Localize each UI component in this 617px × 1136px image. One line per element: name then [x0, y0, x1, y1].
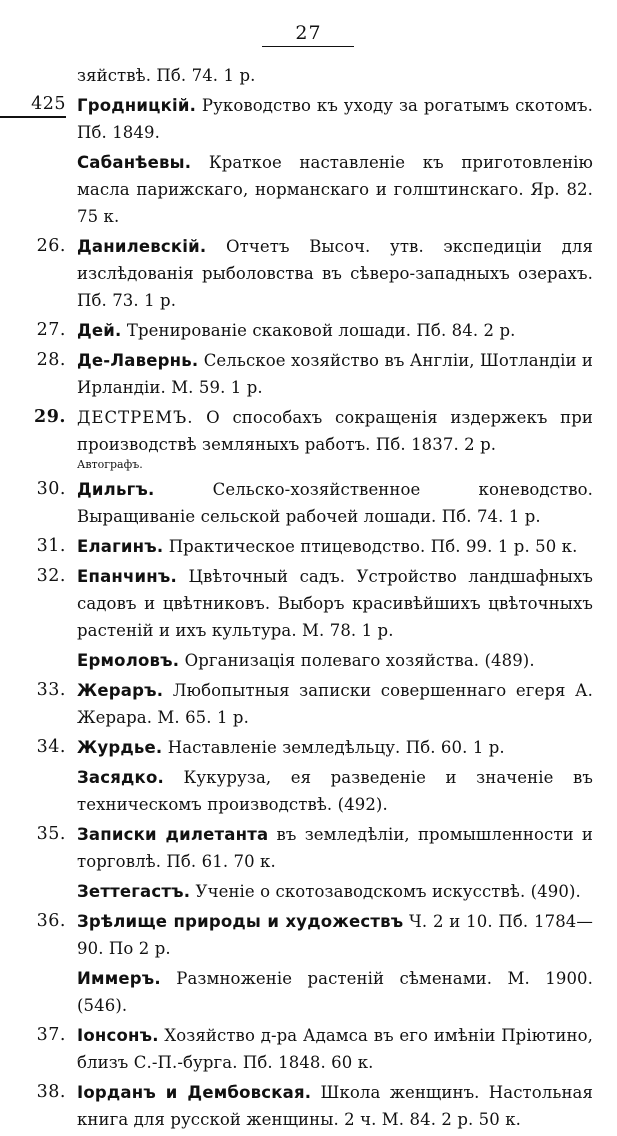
entry-author: Іонсонъ.	[77, 1026, 159, 1045]
entry-author: Гродницкій.	[77, 96, 197, 115]
entry-author: Сабанѣевы.	[77, 153, 192, 172]
entry-number: 31.	[36, 536, 66, 556]
entry-text: въ земледѣліи, промышленности и торговлѣ. Пб. 61. 70 к.	[77, 825, 594, 871]
entry-immer	[0, 965, 617, 1019]
entry-27	[0, 317, 617, 344]
entry-text: Школа женщинъ. Настольная книга для русской женщины. 2 ч. М. 84. 2 р. 50 к.	[77, 1083, 594, 1129]
entry-number: 28.	[36, 350, 66, 370]
entry-text: Сельское хозяйство въ Англіи, Шотландіи и Ирландіи. М. 59. 1 р.	[77, 351, 593, 397]
entry-38	[0, 1079, 617, 1133]
entry-text: Руководство къ уходу за рогатымъ скотомъ. Пб. 1849.	[77, 96, 593, 142]
entry-author: Елагинъ.	[77, 537, 164, 556]
entry-author: Засядко.	[77, 768, 164, 787]
entry-text: Цвѣточный садъ. Устройство ландшафныхъ садовъ и цвѣтниковъ. Выборъ красивѣйшихъ цвѣточныхъ растеній и ихъ культура. М. 78. 1 р.	[77, 567, 593, 640]
entry-text: О способахъ сокращенія издержекъ при производствѣ земляныхъ работъ. Пб. 1837. 2 р.	[77, 408, 593, 454]
entry-33	[0, 677, 617, 731]
entry-26	[0, 233, 617, 314]
entry-text: Кукуруза, ея разведеніе и значеніе въ техническомъ производствѣ. (492).	[77, 768, 593, 814]
entry-continuation	[0, 62, 617, 89]
catalog-entries	[0, 62, 617, 1136]
entry-number: 29.	[34, 407, 66, 427]
entry-number: 32.	[36, 566, 66, 586]
autograph-note: Автографъ.	[77, 458, 143, 471]
entry-text: Краткое наставленіе къ приготовленію масла парижскаго, норманскаго и голштинскаго. Яр. 82. 75 к.	[77, 153, 593, 226]
entry-author: Журдье.	[77, 738, 163, 757]
entry-author: Епанчинъ.	[77, 567, 177, 586]
entry-author: ДЕСТРЕМЪ.	[77, 408, 194, 427]
entry-31	[0, 533, 617, 560]
entry-number: 30.	[36, 479, 66, 499]
entry-number: 35.	[36, 824, 66, 844]
entry-30	[0, 476, 617, 530]
entry-36	[0, 908, 617, 962]
entry-author: Зеттегастъ.	[77, 882, 191, 901]
entry-text: Сельско-хозяйственное коневодство. Выращиваніе сельской рабочей лошади. Пб. 74. 1 р.	[77, 480, 593, 526]
entry-number: 425	[0, 92, 66, 118]
entry-37	[0, 1022, 617, 1076]
entry-number: 36.	[36, 911, 66, 931]
entry-35	[0, 821, 617, 875]
entry-text: Ч. 2 и 10. Пб. 1784—90. По 2 р.	[77, 912, 593, 958]
entry-author: Данилевскій.	[77, 237, 207, 256]
entry-author: Иммеръ.	[77, 969, 161, 988]
entry-34	[0, 734, 617, 761]
entry-text: Наставленіе земледѣльцу. Пб. 60. 1 р.	[162, 738, 505, 757]
entry-number: 33.	[36, 680, 66, 700]
entry-32	[0, 563, 617, 644]
entry-29	[0, 404, 617, 472]
entry-sabaneevy	[0, 149, 617, 230]
entry-text: Организація полеваго хозяйства. (489).	[179, 651, 535, 670]
entry-author: Де-Лавернь.	[77, 351, 199, 370]
entry-text: Ученіе о скотозаводскомъ искусствѣ. (490).	[190, 882, 581, 901]
entry-author: Дильгъ.	[77, 480, 155, 499]
header-rule	[262, 46, 354, 47]
entry-text: Практическое птицеводство. Пб. 99. 1 р. 50 к.	[163, 537, 578, 556]
entry-28	[0, 347, 617, 401]
entry-text: Тренированіе скаковой лошади. Пб. 84. 2 р.	[121, 321, 516, 340]
entry-number: 37.	[36, 1025, 66, 1045]
entry-author: Записки дилетанта	[77, 825, 269, 844]
entry-author: Жераръ.	[77, 681, 164, 700]
entry-author: Ермоловъ.	[77, 651, 180, 670]
entry-zasyadko	[0, 764, 617, 818]
page-number: 27	[295, 22, 322, 44]
entry-text: зяйствѣ. Пб. 74. 1 р.	[77, 66, 256, 85]
entry-zettegast	[0, 878, 617, 905]
entry-text: Хозяйство д-ра Адамса въ его имѣніи Пріютино, близъ С.-П.-бурга. Пб. 1848. 60 к.	[77, 1026, 593, 1072]
entry-text: Любопытныя записки совершеннаго егеря А. Жерара. М. 65. 1 р.	[77, 681, 593, 727]
entry-number: 27.	[36, 320, 66, 340]
entry-text: Отчетъ Высоч. утв. экспедиціи для изслѣдованія рыболовства въ сѣверо-западныхъ озерахъ. Пб. 73. 1 р.	[77, 237, 593, 310]
entry-author: Дей.	[77, 321, 122, 340]
entry-number: 26.	[36, 236, 66, 256]
entry-number: 38.	[36, 1082, 66, 1102]
entry-author: Іорданъ и Дембовская.	[77, 1083, 312, 1102]
entry-text: Размноженіе растеній сѣменами. М. 1900. (546).	[77, 969, 593, 1015]
entry-author: Зрѣлище природы и художествъ	[77, 912, 404, 931]
entry-425	[0, 92, 617, 146]
entry-ermolov	[0, 647, 617, 674]
entry-number: 34.	[36, 737, 66, 757]
